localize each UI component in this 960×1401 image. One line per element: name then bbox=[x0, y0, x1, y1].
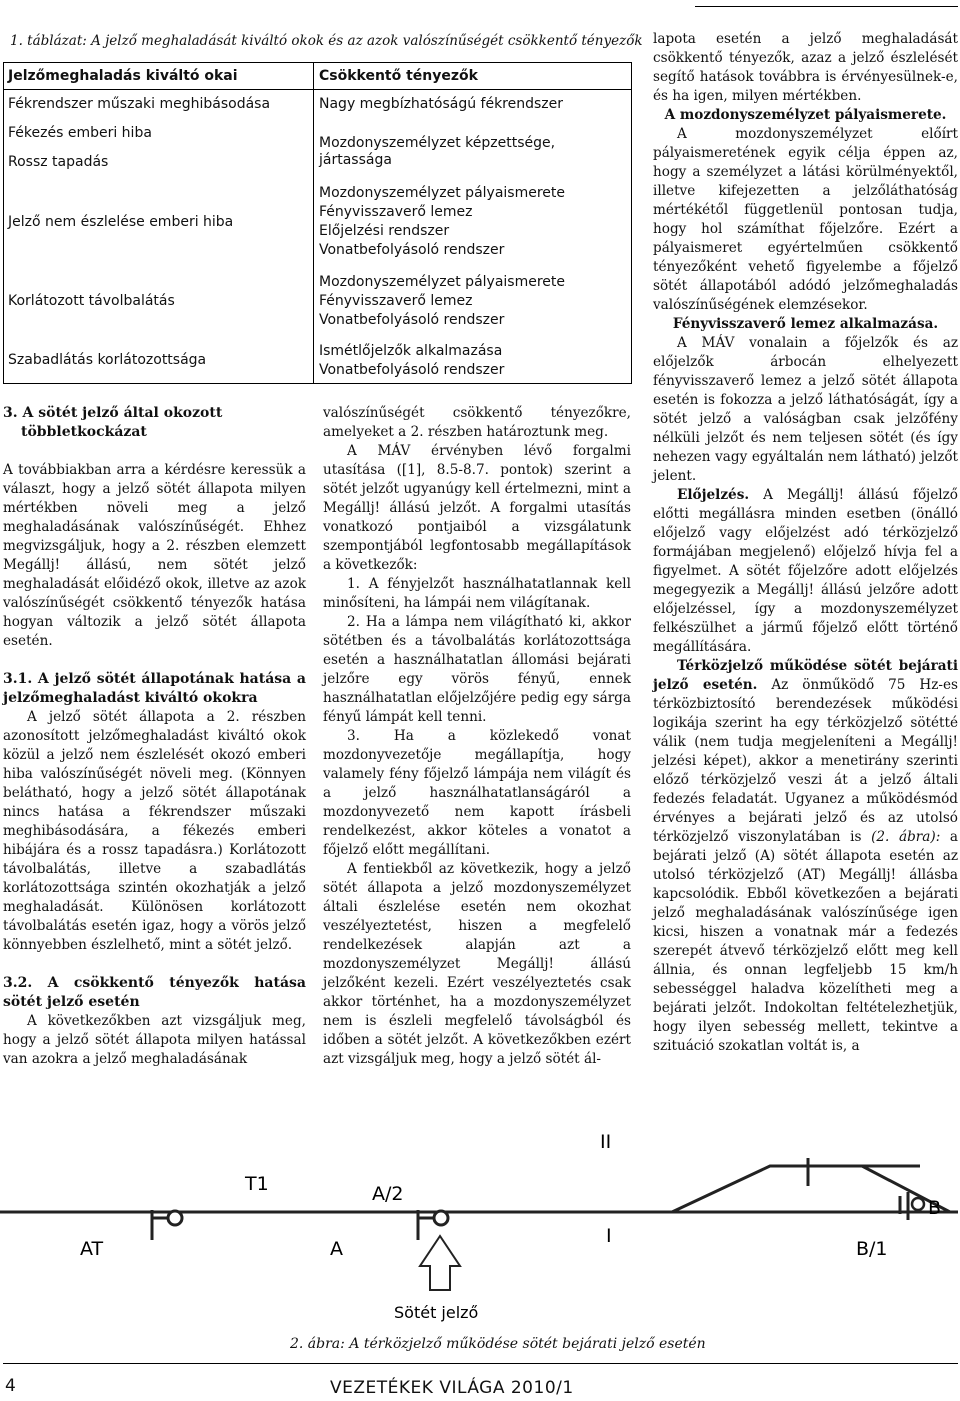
table-factor: Nagy megbízhatóságú fékrendszer bbox=[319, 96, 564, 112]
section31-text: A jelző sötét állapota a 2. részben azonosított jelzőmeghaladást kiváltó okok közül a jelző nem észlelését okozó emberi hiba valószínűségét növeli meg. (Könnyen belátható, hogy a jelző sötét állapotának nincs hatása a fékrendszer műszaki meghibásodására, a fékezés emberi hibájára és a rossz tapadásra.) Korlátozott távolbalátás, illetve a szabadlátás korlátozottsága szintén okozhatják a jelző meghaladását. Különösen korlátozott távolbalátás esetén igaz, hogy a vörös jelző könnyebben észlelhető, mint a sötét jelző. bbox=[3, 709, 306, 953]
dark-signal-arrow bbox=[420, 1236, 460, 1290]
label-a2: A/2 bbox=[372, 1183, 404, 1205]
table-factor: Vonatbefolyásoló rendszer bbox=[319, 312, 505, 328]
right-column bbox=[653, 30, 958, 1056]
middle-paragraph: A fentiekből az következik, hogy a jelző sötét állapota a jelző mozdonyszemélyzet általi észlelése esetén nem okozhat veszélyeztetést, hiszen a megfelelő rendelkezések alapján azt a mozdonyszemélyzet Megállj! állású jelzőként kezeli. Ezért veszélyeztetés csak akkor történhet, ha a mozdonyszemélyzet nem is észleli megfelelő távolságból és időben a sötét jelzőt. A következőkben ezért azt vizsgáljuk meg, hogy a jelző sötét ál- bbox=[323, 861, 631, 1067]
table-factor: Vonatbefolyásoló rendszer bbox=[319, 362, 505, 378]
table-cause: Fékrendszer műszaki meghibásodása bbox=[8, 96, 271, 112]
signal-b-lamp bbox=[912, 1198, 924, 1210]
table-factor: Mozdonyszemélyzet pályaismerete bbox=[319, 274, 566, 290]
section3-intro: A továbbiakban arra a kérdésre keressük a választ, hogy a jelző sötét állapota milyen mértékben növeli meg a jelző meghaladásának valószínűségét. Ehhez megvizsgáljuk, hogy a 2. részben elemzett Megállj! állású, nem sötét jelző meghaladását előidéző okok, illetve az azok valószínűségét csökkentő tényezők hatása hogyan változik a jelző sötét állapota esetén. bbox=[3, 462, 306, 649]
signal-a bbox=[418, 1210, 434, 1240]
right-paragraph: A mozdonyszemélyzet előírt pályaismeretének egyik célja éppen az, hogy a személyzet a látási körülményektől, illetve kifejezetten a jelzőláthatóság mértékétől függetlenül pontosan tudja, hogy hol számíthat főjelzőre. Ezért a pályaismeret egyértelműen csökkentő tényezőként vehető figyelembe a főjelző sötét állapotából adódó jelzőmeghaladás valószínűségének elemzésekor. bbox=[653, 126, 958, 313]
table-cause: Fékezés emberi hiba bbox=[8, 125, 152, 141]
right-paragraph: Az önműködő 75 Hz-es térközbiztosító berendezések működési logikája szerint ha egy térközjelző sötétté válik (nem tudja megjeleníteni a Megállj! jelzési képet), akkor a menetirány szerinti előző térközjelző veszi át a jelző általi fedezés feladatát. Ugyanez a működésmód érvényes a bejárati jelző és az utolsó térközjelző viszonylatában is bbox=[653, 677, 958, 845]
label-a: A bbox=[330, 1238, 343, 1260]
subheading-distant-signal: Előjelzés. bbox=[677, 487, 750, 503]
subheading-reflector: Fényvisszaverő lemez alkalmazása. bbox=[672, 316, 939, 332]
list-item: 1. A fényjelzőt használhatatlannak kell minősíteni, ha lámpái nem világítanak. bbox=[323, 576, 631, 611]
figure-caption: 2. ábra: A térközjelző működése sötét bejárati jelző esetén bbox=[290, 1336, 706, 1352]
list-item: 2. Ha a lámpa nem világítható ki, akkor sötétben és a távolbalátás korlátozottsága esetén a használhatatlan állomási bejárati jelzőre egy vörös fényű, ennek használhatatlan előjelzőjére pedig egy sárga fényű lámpát kell tenni. bbox=[323, 614, 631, 725]
right-paragraph: A Megállj! állású főjelző előtti megállásra minden esetben (önálló előjelző vagy előjelzést adó térközjelző formájában megjelenő) előjelző hívja fel a figyelmet. A sötét főjelzőre adott előjelzés megegyezik a Megállj! állású jelzőre adott előjelzéssel, így a mozdonyszemélyzet felkészülhet a jármű főjelző előtt történő megállítására. bbox=[653, 487, 958, 655]
subheading-track-knowledge: A mozdonyszemélyzet pályaismerete. bbox=[664, 107, 947, 123]
section3-title bbox=[3, 404, 306, 442]
figure-reference: (2. ábra): bbox=[871, 829, 941, 845]
table-divider bbox=[313, 63, 314, 383]
right-paragraph: lapota esetén a jelző meghaladását csökkentő tényezők, azaz a jelző észlelését segítő hatások továbbra is érvényesülnek-e, és ha igen, milyen mértékben. bbox=[653, 31, 958, 104]
label-b1: B/1 bbox=[856, 1238, 888, 1260]
factor-table bbox=[3, 62, 632, 384]
journal-title: VEZETÉKEK VILÁGA 2010/1 bbox=[330, 1378, 574, 1398]
section32-title: 3.2. A csökkentő tényezők hatása sötét jelző esetén bbox=[3, 975, 306, 1010]
left-column bbox=[3, 404, 306, 1069]
label-at: AT bbox=[80, 1238, 104, 1260]
table-factor: Mozdonyszemélyzet pályaismerete bbox=[319, 185, 566, 201]
subheading-block-signal: Térközjelző működése sötét bejárati jelző esetén. bbox=[653, 658, 958, 693]
table-factor: Mozdonyszemélyzet képzettsége, bbox=[319, 135, 556, 151]
signal-at-lamp bbox=[168, 1211, 182, 1225]
section3-title-line1: 3. A sötét jelző által okozott bbox=[3, 405, 223, 421]
table-cause: Szabadlátás korlátozottsága bbox=[8, 352, 207, 368]
siding-track-upper bbox=[672, 1166, 920, 1212]
table-cause: Jelző nem észlelése emberi hiba bbox=[8, 214, 234, 230]
table-factor: Vonatbefolyásoló rendszer bbox=[319, 242, 505, 258]
section3-title-line2: többletkockázat bbox=[21, 424, 147, 440]
section32-text: A következőkben azt vizsgáljuk meg, hogy a jelző sötét állapota milyen hatással van azokra a jelző meghaladásának bbox=[3, 1013, 306, 1067]
table-header-rule bbox=[4, 89, 631, 90]
table-header-factors: Csökkentő tényezők bbox=[319, 68, 478, 84]
section31-title: 3.1. A jelző sötét állapotának hatása a jelzőmeghaladást kiváltó okokra bbox=[3, 671, 306, 706]
table-factor: Ismétlőjelzők alkalmazása bbox=[319, 343, 503, 359]
table-factor: Fényvisszaverő lemez bbox=[319, 293, 473, 309]
label-track-ii: II bbox=[600, 1131, 612, 1153]
signal-at bbox=[152, 1210, 168, 1240]
middle-column bbox=[323, 404, 631, 1069]
table-factor: Előjelzési rendszer bbox=[319, 223, 450, 239]
top-rule bbox=[695, 6, 958, 7]
table-cause: Rossz tapadás bbox=[8, 154, 109, 170]
table-cause: Korlátozott távolbalátás bbox=[8, 293, 175, 309]
middle-paragraph: A MÁV érvényben lévő forgalmi utasítása ([1], 8.5-8.7. pontok) szerint a sötét jelzőt ugyanúgy kell értelmezni, mint a Megállj! állású jelzőt. A forgalmi utasítás vonatkozó pontjaiból a vizsgálatunk szempontjából legfontosabb megállapítások a következők: bbox=[323, 443, 631, 573]
right-paragraph: A MÁV vonalain a főjelzők és az előjelzők árbocán elhelyezett fényvisszaverő lemez a jelző sötét állapota esetén is fokozza a jelző láthatóságát, így a sötét jelző a valóságban csak jelzőfény nélküli jelzőt és nem teljesen sötét (és így nehezen vagy egyáltalán nem látható) jelzőt jelent. bbox=[653, 335, 958, 484]
label-track-i: I bbox=[606, 1225, 612, 1247]
right-paragraph: a bejárati jelző (A) sötét állapota esetén az utolsó térközjelző (AT) Megállj! állásba kapcsolódik. Ebből következően a bejárati jelző meghaladásának valószínűsége igen kicsi, hiszen a vonatnak már a fedezés szerepét átvevő térközjelző előtt meg kell állnia, és onnan legfeljebb 15 km/h sebességgel haladva közelítheti meg a bejárati jelzőt. Indokoltan feltételezhetjük, hogy ilyen sebesség mellett, tekintve a szituáció szokatlan voltát is, a bbox=[653, 829, 959, 1054]
list-item: 3. Ha a közlekedő vonat mozdonyvezetője megállapítja, hogy valamely fény főjelző lámpája nem világít és a jelző használhatatlanságáról a mozdonyvezető nem kapott írásbeli rendelkezést, akkor köteles a vonatot a főjelző előtt megállítani. bbox=[323, 728, 631, 858]
page-number: 4 bbox=[5, 1376, 16, 1396]
table-caption: 1. táblázat: A jelző meghaladását kiváltó okok és az azok valószínűségét csökkentő tényezők bbox=[10, 33, 643, 49]
track-diagram bbox=[0, 1090, 960, 1340]
table-factor: jártassága bbox=[319, 152, 392, 168]
signal-a-lamp bbox=[434, 1211, 448, 1225]
label-dark-signal: Sötét jelző bbox=[394, 1303, 479, 1322]
middle-paragraph: valószínűségét csökkentő tényezőkre, amelyeket a 2. részben határoztunk meg. bbox=[323, 405, 631, 440]
footer-rule bbox=[3, 1363, 958, 1364]
label-t1: T1 bbox=[245, 1173, 269, 1195]
table-header-causes: Jelzőmeghaladás kiváltó okai bbox=[8, 68, 238, 84]
label-b: B bbox=[928, 1197, 942, 1219]
table-factor: Fényvisszaverő lemez bbox=[319, 204, 473, 220]
